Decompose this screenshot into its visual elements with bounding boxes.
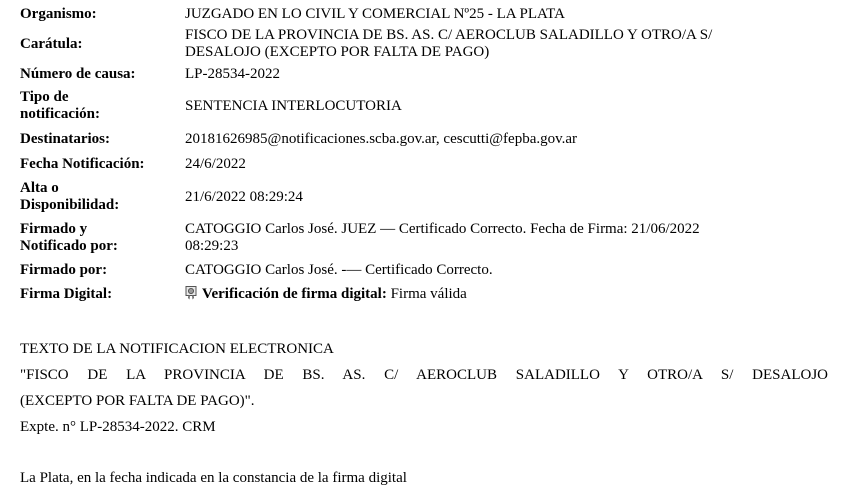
firma-digital-value <box>185 282 835 306</box>
alta-disponibilidad-label <box>20 176 185 218</box>
tipo-notificacion-value: SENTENCIA INTERLOCUTORIA <box>185 97 402 114</box>
body-heading: TEXTO DE LA NOTIFICACION ELECTRONICA <box>20 341 334 357</box>
firmado-notificado-value-line2: 08:29:23 <box>185 238 239 254</box>
notification-body <box>20 336 828 440</box>
fecha-notificacion-value: 24/6/2022 <box>185 155 246 172</box>
row-fecha-notificacion <box>20 152 835 176</box>
caption-line1: "FISCO DE LA PROVINCIA DE BS. AS. C/ AEROCLUB SALADILLO Y OTRO/A S/ DESALOJO <box>20 367 828 383</box>
row-destinatarios <box>20 126 835 152</box>
row-firmado-por <box>20 258 835 282</box>
firmado-por-label: Firmado por: <box>20 261 108 278</box>
firmado-notificado-label-line2: Notificado por: <box>20 238 118 254</box>
numero-causa-label: Número de causa: <box>20 65 136 82</box>
alta-disponibilidad-label-line2: Disponibilidad: <box>20 197 120 213</box>
tipo-notificacion-label-line1: Tipo de <box>20 89 69 105</box>
row-caratula <box>20 26 835 62</box>
tipo-notificacion-label-line2: notificación: <box>20 106 100 122</box>
alta-disponibilidad-value: 21/6/2022 08:29:24 <box>185 188 303 205</box>
caratula-value-line1: FISCO DE LA PROVINCIA DE BS. AS. C/ AEROCLUB SALADILLO Y OTRO/A S/ <box>185 27 713 43</box>
firmado-por-value: CATOGGIO Carlos José. -— Certificado Correcto. <box>185 261 493 278</box>
row-firmado-notificado <box>20 218 835 258</box>
expte-line: Expte. n° LP-28534-2022. CRM <box>20 419 216 435</box>
signature-status: Firma válida <box>390 285 467 302</box>
partial-text-line: La Plata, en la fecha indicada en la constancia de la firma digital <box>20 470 407 486</box>
caratula-value <box>185 26 835 62</box>
certificate-icon[interactable] <box>185 286 197 300</box>
row-tipo-notificacion <box>20 86 835 126</box>
signature-verification-link[interactable]: Verificación de firma digital: <box>202 285 387 302</box>
organismo-value: JUZGADO EN LO CIVIL Y COMERCIAL Nº25 - LA PLATA <box>185 5 565 22</box>
fecha-notificacion-label: Fecha Notificación: <box>20 155 145 172</box>
firmado-notificado-value-line1: CATOGGIO Carlos José. JUEZ — Certificado Correcto. Fecha de Firma: 21/06/2022 <box>185 221 700 237</box>
row-numero-causa <box>20 62 835 86</box>
organismo-label: Organismo: <box>20 5 97 22</box>
row-alta-disponibilidad <box>20 176 835 218</box>
destinatarios-label: Destinatarios: <box>20 130 110 147</box>
firmado-notificado-value <box>185 218 835 258</box>
tipo-notificacion-label <box>20 86 185 126</box>
caratula-label: Carátula: <box>20 35 83 52</box>
firmado-notificado-label-line1: Firmado y <box>20 221 88 237</box>
alta-disponibilidad-label-line1: Alta o <box>20 180 59 196</box>
row-organismo <box>20 2 835 26</box>
firma-digital-label: Firma Digital: <box>20 285 113 302</box>
caratula-value-line2: DESALOJO (EXCEPTO POR FALTA DE PAGO) <box>185 44 490 60</box>
firmado-notificado-label <box>20 218 185 258</box>
row-firma-digital <box>20 282 835 306</box>
caption-line2: (EXCEPTO POR FALTA DE PAGO)". <box>20 393 255 409</box>
notification-metadata-table <box>20 2 835 306</box>
numero-causa-value: LP-28534-2022 <box>185 65 280 82</box>
destinatarios-value: 20181626985@notificaciones.scba.gov.ar, cescutti@fepba.gov.ar <box>185 130 578 147</box>
